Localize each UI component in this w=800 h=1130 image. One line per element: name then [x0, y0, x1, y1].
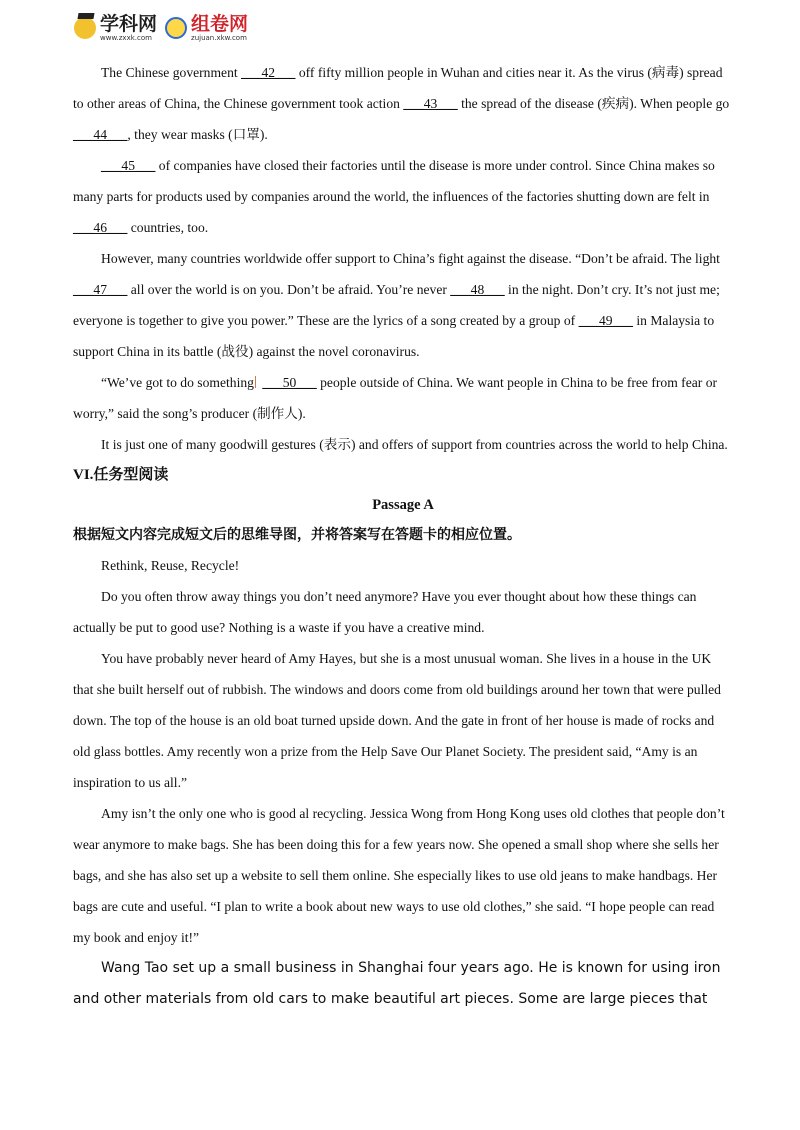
text-cursor-icon [255, 376, 259, 388]
cloze-paragraph-1: The Chinese government ___42___ off fifty million people in Wuhan and cities near it. As the virus (病毒) spread to other areas of China, the Chinese government took action ___43___ the spread of the disease (疾病). When people go ___44___, they wear masks (口罩). [73, 65, 730, 142]
blank-42: ___42___ [241, 65, 296, 80]
blank-50: ___50___ [262, 375, 317, 390]
article-paragraph-4: Wang Tao set up a small business in Shanghai four years ago. He is known for using iron and other materials from old cars to make beautiful art pieces. Some are large pieces that [73, 960, 721, 1007]
article-paragraph-3: Amy isn’t the only one who is good al recycling. Jessica Wong from Hong Kong uses old clothes that people don’t wear anymore to make bags. She has been doing this for a few years now. She opened a small shop where she sells her bags, and she has also set up a website to sell them online. She especially likes to use old jeans to make handbags. Her bags are cute and useful. “I plan to write a book about new ways to use old clothes,” she said. “I hope people can read my book and enjoy it!” [73, 806, 725, 945]
blank-48: ___48___ [450, 282, 505, 297]
section-heading: VI.任务型阅读 [73, 467, 169, 483]
zujuan-logo-url: zujuan.xkw.com [191, 33, 247, 42]
passage-title: Passage A [372, 497, 434, 513]
blank-49: ___49___ [578, 313, 633, 328]
zujuan-logo[interactable] [165, 12, 249, 42]
article-paragraph-2: You have probably never heard of Amy Hayes, but she is a most unusual woman. She lives in a house in the UK that she built herself out of rubbish. The windows and doors come from old buildings around her town that were pulled down. The top of the house is an old boat turned upside down. And the gate in front of her house is made of rocks and old glass bottles. Amy recently won a prize from the Help Save Our Planet Society. The president said, “Amy is an inspiration to us all.” [73, 651, 721, 790]
blank-47: ___47___ [73, 282, 128, 297]
cloze-paragraph-3: However, many countries worldwide offer support to China’s fight against the disease. “Don’t be afraid. The light ___47___ all over the world is on you. Don’t be afraid. You’re never ___48___ in the night. Don’t cry. It’s not just me; everyone is together to give you power.” These are the lyrics of a song created by a group of ___49___ in Malaysia to support China in its battle (战役) against the novel coronavirus. [73, 251, 720, 359]
zxxk-logo[interactable] [74, 12, 158, 42]
mascot-icon [165, 17, 187, 39]
blank-44: ___44___ [73, 127, 128, 142]
cloze-paragraph-4: “We’ve got to do something ___50___ people outside of China. We want people in China to be free from fear or worry,” said the song’s producer (制作人). [73, 375, 718, 421]
article-paragraph-1: Do you often throw away things you don’t need anymore? Have you ever thought about how these things can actually be put to good use? Nothing is a waste if you have a creative mind. [73, 589, 697, 635]
graduation-cap-icon [74, 17, 96, 39]
page-header [74, 10, 248, 46]
cloze-paragraph-2: ___45___ of companies have closed their factories until the disease is more under control. Since China makes so many parts for products used by companies around the world, the influences of the factories shutting down are felt in ___46___ countries, too. [73, 158, 715, 235]
task-instruction: 根据短文内容完成短文后的思维导图，并将答案写在答题卡的相应位置。 [73, 527, 521, 543]
cloze-paragraph-5: It is just one of many goodwill gestures (表示) and offers of support from countries across the world to help China. [101, 437, 728, 452]
zxxk-logo-title: 学科网 [100, 12, 158, 35]
blank-46: ___46___ [73, 220, 128, 235]
blank-43: ___43___ [403, 96, 458, 111]
document-body [73, 57, 733, 1015]
blank-45: ___45___ [101, 158, 156, 173]
zxxk-logo-url: www.zxxk.com [100, 33, 152, 42]
article-title: Rethink, Reuse, Recycle! [101, 558, 240, 573]
zujuan-logo-title: 组卷网 [191, 12, 249, 35]
